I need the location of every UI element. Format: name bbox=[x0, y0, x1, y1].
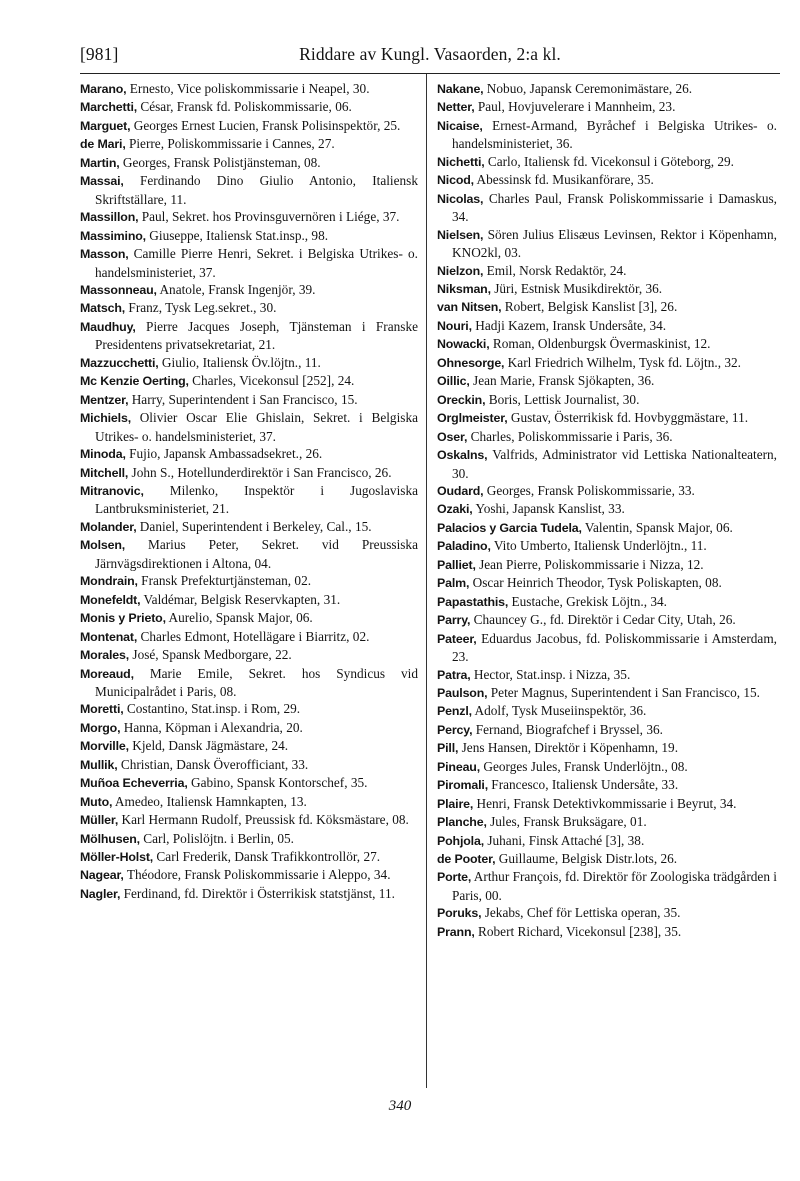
directory-entry bbox=[80, 98, 418, 116]
directory-entry bbox=[437, 684, 777, 702]
directory-entry bbox=[80, 848, 418, 866]
entry-name: Muñoa Echeverria, bbox=[80, 776, 188, 791]
entry-details: Valfrids, Administrator vid Lettiska Nationalteatern, 30. bbox=[452, 447, 777, 481]
entry-name: Pateer, bbox=[437, 631, 477, 646]
entry-name: Nagear, bbox=[80, 868, 124, 883]
entry-name: Oser, bbox=[437, 429, 468, 444]
entry-details: Jean Marie, Fransk Sjökapten, 36. bbox=[469, 373, 655, 389]
directory-entry bbox=[80, 866, 418, 884]
entry-details: Jules, Fransk Bruksägare, 01. bbox=[486, 814, 647, 830]
directory-entry bbox=[437, 574, 777, 592]
directory-entry bbox=[80, 591, 418, 609]
entry-details: Charles, Vicekonsul [252], 24. bbox=[188, 373, 355, 389]
entry-name: Nakane, bbox=[437, 82, 484, 96]
entry-details: Jean Pierre, Poliskommissarie i Nizza, 12. bbox=[475, 556, 704, 572]
directory-entry bbox=[437, 758, 777, 776]
entry-details: Charles Edmont, Hotellägare i Biarritz, 02. bbox=[137, 628, 370, 644]
entry-details: Roman, Oldenburgsk Övermaskinist, 12. bbox=[489, 336, 711, 352]
entry-details: Gustav, Österrikisk fd. Hovbyggmästare, 11. bbox=[507, 410, 749, 426]
entry-name: Poruks, bbox=[437, 906, 482, 921]
entry-details: Fransk Prefekturtjänsteman, 02. bbox=[137, 573, 312, 589]
directory-entry bbox=[437, 500, 777, 518]
entry-name: Nicolas, bbox=[437, 191, 484, 206]
entry-details: Karl Friedrich Wilhelm, Tysk fd. Löjtn., 32. bbox=[504, 354, 741, 370]
header-title: Riddare av Kungl. Vasaorden, 2:a kl. bbox=[299, 44, 561, 64]
entry-name: Morgo, bbox=[80, 720, 121, 735]
entry-name: Mitchell, bbox=[80, 465, 129, 480]
entry-name: Parry, bbox=[437, 613, 471, 628]
entry-details: César, Fransk fd. Poliskommissarie, 06. bbox=[137, 99, 352, 115]
entry-details: Christian, Dansk Överofficiant, 33. bbox=[117, 756, 309, 772]
entry-name: Mondrain, bbox=[80, 574, 138, 589]
directory-entry bbox=[437, 666, 777, 684]
entry-details: Ernesto, Vice poliskommissarie i Neapel, 30. bbox=[126, 81, 370, 96]
entry-name: Oreckin, bbox=[437, 392, 486, 407]
directory-entry bbox=[80, 391, 418, 409]
entry-name: Papastathis, bbox=[437, 594, 509, 609]
directory-entry bbox=[437, 372, 777, 390]
entry-details: Aurelio, Spansk Major, 06. bbox=[165, 610, 313, 626]
entry-name: Piromali, bbox=[437, 778, 488, 793]
directory-entry bbox=[80, 208, 418, 226]
entry-name: Mc Kenzie Oerting, bbox=[80, 374, 189, 389]
entry-details: Carl, Polislöjtn. i Berlin, 05. bbox=[139, 830, 294, 846]
entry-details: Emil, Norsk Redaktör, 24. bbox=[483, 262, 627, 278]
directory-entry bbox=[80, 756, 418, 774]
directory-entry bbox=[437, 611, 777, 629]
directory-entry bbox=[437, 832, 777, 850]
directory-entry bbox=[80, 135, 418, 153]
entry-name: Mentzer, bbox=[80, 392, 129, 407]
directory-entry bbox=[80, 299, 418, 317]
entry-details: Pierre Jacques Joseph, Tjänsteman i Franske Presidentens privatsekretariat, 21. bbox=[95, 318, 418, 353]
entry-details: Abessinsk fd. Musikanförare, 35. bbox=[473, 172, 654, 188]
directory-entry bbox=[80, 227, 418, 245]
directory-entry bbox=[80, 409, 418, 445]
directory-entry bbox=[437, 482, 777, 500]
directory-entry bbox=[80, 445, 418, 463]
entry-name: de Mari, bbox=[80, 137, 126, 152]
entry-name: Oillic, bbox=[437, 374, 470, 389]
entry-details: Ferdinand, fd. Direktör i Österrikisk statstjänst, 11. bbox=[120, 885, 395, 901]
directory-entry bbox=[437, 446, 777, 482]
entry-name: Moretti, bbox=[80, 702, 124, 717]
directory-entry bbox=[80, 774, 418, 792]
entry-name: Paladino, bbox=[437, 539, 491, 554]
entry-name: Nagler, bbox=[80, 886, 121, 901]
directory-entry bbox=[437, 739, 777, 757]
directory-entry bbox=[80, 811, 418, 829]
directory-entry bbox=[437, 190, 777, 226]
directory-entry bbox=[80, 885, 418, 903]
entry-details: Fujio, Japansk Ambassadsekret., 26. bbox=[125, 446, 323, 462]
entry-name: Patra, bbox=[437, 667, 471, 682]
entry-name: Nicod, bbox=[437, 173, 474, 188]
entry-details: Oscar Heinrich Theodor, Tysk Poliskapten, 08. bbox=[469, 575, 722, 591]
page-number: 340 bbox=[388, 1098, 412, 1114]
entry-details: Harry, Superintendent i San Francisco, 15. bbox=[128, 391, 358, 407]
entry-details: Robert, Belgisk Kanslist [3], 26. bbox=[501, 299, 678, 315]
entry-details: Daniel, Superintendent i Berkeley, Cal., 15. bbox=[136, 518, 372, 534]
entry-name: Müller, bbox=[80, 813, 119, 828]
header-page-ref: [981] bbox=[80, 44, 119, 64]
directory-entry bbox=[437, 868, 777, 904]
entry-details: Milenko, Inspektör i Jugoslaviska Lantbruksministeriet, 21. bbox=[95, 482, 418, 517]
entry-details: Carl Frederik, Dansk Trafikkontrollör, 27. bbox=[153, 849, 381, 865]
entry-name: Marchetti, bbox=[80, 100, 138, 115]
directory-entry bbox=[80, 609, 418, 627]
directory-entry bbox=[437, 98, 777, 116]
entry-details: Chauncey G., fd. Direktör i Cedar City, Utah, 26. bbox=[470, 612, 736, 628]
entry-details: Francesco, Italiensk Undersåte, 33. bbox=[487, 777, 679, 793]
entry-details: Jens Hansen, Direktör i Köpenhamn, 19. bbox=[458, 740, 679, 756]
entry-details: Hadji Kazem, Iransk Undersåte, 34. bbox=[471, 317, 667, 333]
entry-name: Planche, bbox=[437, 815, 487, 830]
left-column bbox=[80, 80, 418, 903]
entry-name: Masson, bbox=[80, 247, 129, 262]
header-rule bbox=[80, 73, 780, 74]
entry-name: Muto, bbox=[80, 794, 113, 809]
entry-details: Paul, Sekret. hos Provinsguvernören i Liége, 37. bbox=[138, 209, 400, 225]
entry-details: Paul, Hovjuvelerare i Mannheim, 23. bbox=[474, 99, 676, 115]
directory-entry bbox=[437, 354, 777, 372]
directory-entry bbox=[437, 391, 777, 409]
entry-name: Plaire, bbox=[437, 796, 474, 811]
directory-entry bbox=[437, 721, 777, 739]
entry-name: Nichetti, bbox=[437, 154, 485, 169]
directory-entry bbox=[80, 628, 418, 646]
entry-details: Peter Magnus, Superintendent i San Francisco, 15. bbox=[487, 684, 760, 700]
directory-entry bbox=[437, 556, 777, 574]
entry-details: Henri, Fransk Detektivkommissarie i Beyrut, 34. bbox=[473, 795, 737, 811]
entry-details: Franz, Tysk Leg.sekret., 30. bbox=[125, 300, 277, 316]
directory-entry bbox=[437, 630, 777, 666]
entry-details: Georges, Fransk Poliskommissarie, 33. bbox=[483, 482, 695, 498]
entry-details: Juhani, Finsk Attaché [3], 38. bbox=[484, 832, 645, 848]
entry-name: Percy, bbox=[437, 722, 473, 737]
entry-name: Morales, bbox=[80, 648, 130, 663]
entry-details: Théodore, Fransk Poliskommissarie i Aleppo, 34. bbox=[123, 867, 391, 883]
entry-details: Giuseppe, Italiensk Stat.insp., 98. bbox=[145, 227, 329, 243]
directory-entry bbox=[437, 226, 777, 262]
entry-details: Camille Pierre Henri, Sekret. i Belgiska Utrikes- o. handelsministeriet, 37. bbox=[95, 246, 418, 280]
entry-name: van Nitsen, bbox=[437, 300, 502, 315]
directory-entry bbox=[80, 518, 418, 536]
entry-name: Palliet, bbox=[437, 557, 476, 572]
column-divider bbox=[426, 74, 427, 1088]
directory-entry bbox=[437, 813, 777, 831]
directory-entry bbox=[80, 665, 418, 701]
directory-entry bbox=[80, 154, 418, 172]
right-column bbox=[437, 80, 777, 941]
entry-name: Nowacki, bbox=[437, 337, 490, 352]
entry-details: Kjeld, Dansk Jägmästare, 24. bbox=[128, 738, 289, 754]
directory-entry bbox=[80, 536, 418, 572]
entry-details: Georges Ernest Lucien, Fransk Polisinspektör, 25. bbox=[130, 117, 401, 133]
entry-details: Hanna, Köpman i Alexandria, 20. bbox=[120, 719, 303, 735]
entry-details: Yoshi, Japansk Kanslist, 33. bbox=[472, 501, 625, 517]
directory-entry bbox=[80, 482, 418, 518]
entry-details: Hector, Stat.insp. i Nizza, 35. bbox=[470, 666, 631, 682]
entry-name: Porte, bbox=[437, 870, 472, 885]
entry-name: Penzl, bbox=[437, 704, 472, 719]
entry-details: Valentin, Spansk Major, 06. bbox=[581, 519, 733, 535]
entry-details: Amedeo, Italiensk Hamnkapten, 13. bbox=[112, 793, 307, 809]
directory-entry bbox=[80, 464, 418, 482]
directory-entry bbox=[437, 923, 777, 941]
entry-name: Palm, bbox=[437, 576, 470, 591]
entry-name: Marguet, bbox=[80, 118, 131, 133]
entry-details: Charles, Poliskommissarie i Paris, 36. bbox=[467, 428, 673, 444]
directory-entry bbox=[80, 80, 418, 98]
directory-entry bbox=[437, 428, 777, 446]
entry-name: Molander, bbox=[80, 519, 137, 534]
directory-entry bbox=[80, 737, 418, 755]
directory-entry bbox=[80, 281, 418, 299]
entry-name: Mölhusen, bbox=[80, 831, 140, 846]
entry-details: Guillaume, Belgisk Distr.lots, 26. bbox=[495, 851, 678, 867]
directory-entry bbox=[437, 519, 777, 537]
entry-name: Mazzucchetti, bbox=[80, 355, 159, 370]
entry-details: Robert Richard, Vicekonsul [238], 35. bbox=[474, 923, 682, 939]
entry-name: Massonneau, bbox=[80, 282, 157, 297]
directory-entry bbox=[437, 298, 777, 316]
directory-entry bbox=[437, 702, 777, 720]
directory-entry bbox=[437, 171, 777, 189]
directory-entry bbox=[80, 172, 418, 208]
entry-name: Niksman, bbox=[437, 281, 491, 296]
entry-name: Möller-Holst, bbox=[80, 850, 154, 865]
entry-name: Montenat, bbox=[80, 629, 138, 644]
directory-entry bbox=[437, 409, 777, 427]
entry-details: Ferdinando Dino Giulio Antonio, Italiensk Skriftställare, 11. bbox=[95, 173, 418, 207]
directory-entry bbox=[80, 245, 418, 281]
directory-entry bbox=[80, 700, 418, 718]
directory-entry bbox=[437, 593, 777, 611]
directory-entry bbox=[437, 795, 777, 813]
directory-entry bbox=[437, 280, 777, 298]
entry-name: Marano, bbox=[80, 82, 127, 96]
entry-details: Vito Umberto, Italiensk Underlöjtn., 11. bbox=[490, 538, 707, 554]
entry-details: Nobuo, Japansk Ceremonimästare, 26. bbox=[483, 81, 693, 96]
entry-name: Morville, bbox=[80, 739, 129, 754]
directory-entry bbox=[437, 776, 777, 794]
entry-details: John S., Hotellunderdirektör i San Francisco, 26. bbox=[128, 464, 392, 480]
entry-name: Nicaise, bbox=[437, 118, 483, 133]
directory-entry bbox=[80, 572, 418, 590]
entry-details: Eustache, Grekisk Löjtn., 34. bbox=[508, 593, 667, 609]
entry-details: Georges Jules, Fransk Underlöjtn., 08. bbox=[480, 758, 688, 774]
entry-name: Mullik, bbox=[80, 757, 118, 772]
directory-entry bbox=[80, 117, 418, 135]
entry-details: Karl Hermann Rudolf, Preussisk fd. Köksmästare, 08. bbox=[118, 812, 409, 828]
entry-name: Pineau, bbox=[437, 759, 481, 774]
directory-entry bbox=[437, 537, 777, 555]
entry-name: Nielsen, bbox=[437, 227, 484, 242]
entry-name: Massillon, bbox=[80, 210, 139, 225]
entry-details: Marie Emile, Sekret. hos Syndicus vid Municipalrådet i Paris, 08. bbox=[95, 665, 418, 699]
directory-entry bbox=[80, 793, 418, 811]
entry-name: Pill, bbox=[437, 741, 459, 756]
entry-name: Nouri, bbox=[437, 318, 472, 333]
directory-entry bbox=[437, 317, 777, 335]
entry-name: Mitranovic, bbox=[80, 483, 144, 498]
entry-name: Paulson, bbox=[437, 685, 488, 700]
entry-name: Ozaki, bbox=[437, 502, 473, 517]
entry-details: Giulio, Italiensk Öv.löjtn., 11. bbox=[158, 354, 321, 370]
entry-details: Carlo, Italiensk fd. Vicekonsul i Göteborg, 29. bbox=[484, 153, 734, 169]
entry-name: Minoda, bbox=[80, 447, 126, 462]
entry-name: Matsch, bbox=[80, 301, 126, 316]
entry-name: Massimino, bbox=[80, 228, 146, 243]
entry-details: Gabino, Spansk Kontorschef, 35. bbox=[187, 775, 368, 791]
entry-name: Oudard, bbox=[437, 483, 484, 498]
entry-details: Fernand, Biografchef i Bryssel, 36. bbox=[472, 721, 663, 737]
directory-entry bbox=[80, 354, 418, 372]
entry-name: Martin, bbox=[80, 155, 120, 170]
entry-details: Jekabs, Chef för Lettiska operan, 35. bbox=[481, 905, 681, 921]
entry-details: Georges, Fransk Polistjänsteman, 08. bbox=[119, 154, 321, 170]
entry-details: Sören Julius Elisæus Levinsen, Rektor i Köpenhamn, KNO2kl, 03. bbox=[452, 226, 777, 261]
entry-details: Arthur François, fd. Direktör för Zoologiska trädgården i Paris, 00. bbox=[452, 869, 777, 903]
entry-details: Eduardus Jacobus, fd. Poliskommissarie i Amsterdam, 23. bbox=[452, 630, 777, 665]
entry-name: Monis y Prieto, bbox=[80, 611, 166, 626]
entry-name: Palacios y Garcia Tudela, bbox=[437, 520, 582, 535]
directory-entry bbox=[437, 117, 777, 153]
entry-details: Pierre, Poliskommissarie i Cannes, 27. bbox=[125, 136, 335, 152]
entry-details: José, Spansk Medborgare, 22. bbox=[129, 647, 292, 663]
entry-name: Nielzon, bbox=[437, 263, 484, 278]
entry-details: Anatole, Fransk Ingenjör, 39. bbox=[156, 281, 316, 297]
running-header bbox=[80, 44, 780, 70]
entry-name: Orglmeister, bbox=[437, 411, 508, 426]
directory-entry bbox=[80, 719, 418, 737]
entry-details: Valdémar, Belgisk Reservkapten, 31. bbox=[140, 591, 341, 607]
entry-name: Oskalns, bbox=[437, 448, 488, 463]
entry-name: Netter, bbox=[437, 100, 475, 115]
directory-entry bbox=[437, 80, 777, 98]
entry-name: de Pooter, bbox=[437, 852, 496, 867]
directory-entry bbox=[80, 372, 418, 390]
directory-entry bbox=[80, 318, 418, 354]
entry-name: Moreaud, bbox=[80, 666, 134, 681]
entry-name: Maudhuy, bbox=[80, 319, 136, 334]
entry-name: Michiels, bbox=[80, 411, 131, 426]
entry-details: Boris, Lettisk Journalist, 30. bbox=[485, 391, 640, 407]
entry-details: Charles Paul, Fransk Poliskommissarie i Damaskus, 34. bbox=[452, 190, 777, 225]
entry-name: Pohjola, bbox=[437, 833, 484, 848]
entry-name: Molsen, bbox=[80, 538, 126, 553]
directory-entry bbox=[437, 335, 777, 353]
entry-details: Jüri, Estnisk Musikdirektör, 36. bbox=[490, 280, 663, 296]
directory-entry bbox=[437, 262, 777, 280]
directory-entry bbox=[80, 646, 418, 664]
entry-details: Costantino, Stat.insp. i Rom, 29. bbox=[123, 701, 301, 717]
entry-details: Olivier Oscar Elie Ghislain, Sekret. i Belgiska Utrikes- o. handelsministeriet, 37. bbox=[95, 410, 418, 444]
entry-name: Prann, bbox=[437, 924, 475, 939]
directory-entry bbox=[437, 904, 777, 922]
directory-entry bbox=[437, 850, 777, 868]
directory-entry bbox=[437, 153, 777, 171]
entry-name: Massai, bbox=[80, 174, 124, 189]
entry-name: Ohnesorge, bbox=[437, 355, 505, 370]
entry-details: Ernest-Armand, Byråchef i Belgiska Utrikes- o. handelsministeriet, 36. bbox=[452, 117, 777, 152]
directory-entry bbox=[80, 830, 418, 848]
entry-details: Marius Peter, Sekret. vid Preussiska Järnvägsdirektionen i Altona, 04. bbox=[95, 537, 418, 571]
entry-name: Monefeldt, bbox=[80, 592, 141, 607]
entry-details: Adolf, Tysk Museiinspektör, 36. bbox=[471, 703, 647, 719]
